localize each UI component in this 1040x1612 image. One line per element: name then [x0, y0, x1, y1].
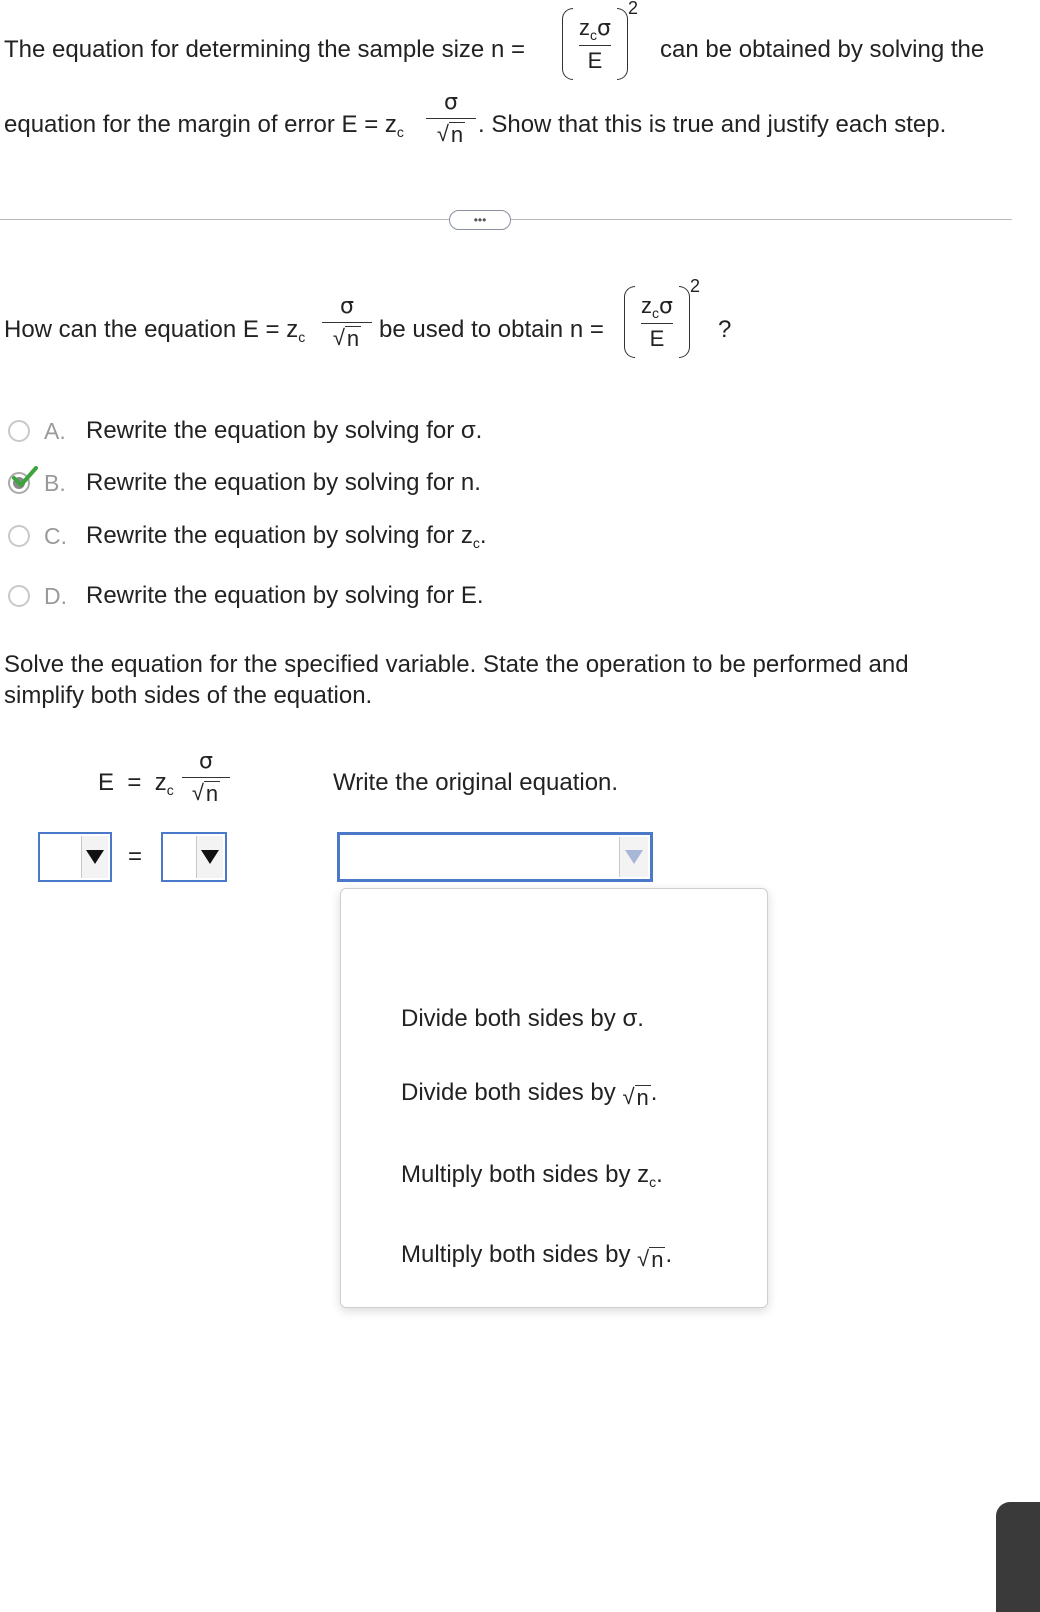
operation-dropdown[interactable]	[337, 832, 653, 882]
original-equation-label: Write the original equation.	[333, 769, 619, 796]
menu-item-divide-sigma[interactable]: Divide both sides by σ.	[401, 1005, 644, 1032]
equals-sign: =	[128, 843, 143, 870]
question-text-1: How can the equation $E = z_c$	[4, 316, 306, 345]
question-text-2: be used to obtain n =	[379, 316, 604, 343]
option-a[interactable]: A. Rewrite the equation by solving for σ.	[8, 414, 482, 448]
corner-handle	[996, 1502, 1040, 1612]
work-equation-left: $E = z_c$	[98, 769, 174, 798]
option-b[interactable]: B. Rewrite the equation by solving for n.	[8, 466, 481, 500]
menu-item-multiply-sqrt-n[interactable]: Multiply both sides by √ n .	[401, 1241, 673, 1272]
check-icon	[12, 466, 38, 488]
instructions-line-2: simplify both sides of the equation.	[4, 682, 373, 709]
left-side-dropdown[interactable]	[38, 832, 112, 882]
radio-b-selected[interactable]	[8, 472, 30, 494]
option-c[interactable]: C. Rewrite the equation by solving for $z_c$.	[8, 519, 487, 553]
intro-text-4: . Show that this is true and justify each step.	[478, 111, 947, 138]
sample-size-formula: $\frac{z_c\sigma}{E}$ 2	[562, 2, 638, 86]
intro-text-1: The equation for determining the sample size n =	[4, 36, 525, 63]
work-fraction: σ √ n	[182, 749, 230, 806]
intro-text-3: equation for the margin of error $E = z_c$	[4, 111, 404, 140]
more-button[interactable]: •••	[449, 210, 511, 230]
radio-d[interactable]	[8, 585, 30, 607]
option-d[interactable]: D. Rewrite the equation by solving for E.	[8, 579, 484, 613]
radio-a[interactable]	[8, 420, 30, 442]
question-mark: ?	[718, 316, 732, 343]
menu-item-divide-sqrt-n[interactable]: Divide both sides by √ n .	[401, 1079, 658, 1110]
question-fraction: σ √ n	[322, 294, 372, 351]
operation-dropdown-menu	[340, 888, 768, 1308]
intro-text-2: can be obtained by solving the	[660, 36, 985, 63]
question-formula: $\frac{z_c\sigma}{E}$ 2	[624, 280, 700, 364]
instructions-line-1: Solve the equation for the specified variable. State the operation to be performed and	[4, 651, 909, 678]
radio-c[interactable]	[8, 525, 30, 547]
margin-error-fraction: σ √ n	[426, 90, 476, 147]
menu-item-multiply-zc[interactable]: Multiply both sides by $z_c$.	[401, 1161, 663, 1190]
right-side-dropdown[interactable]	[161, 832, 227, 882]
